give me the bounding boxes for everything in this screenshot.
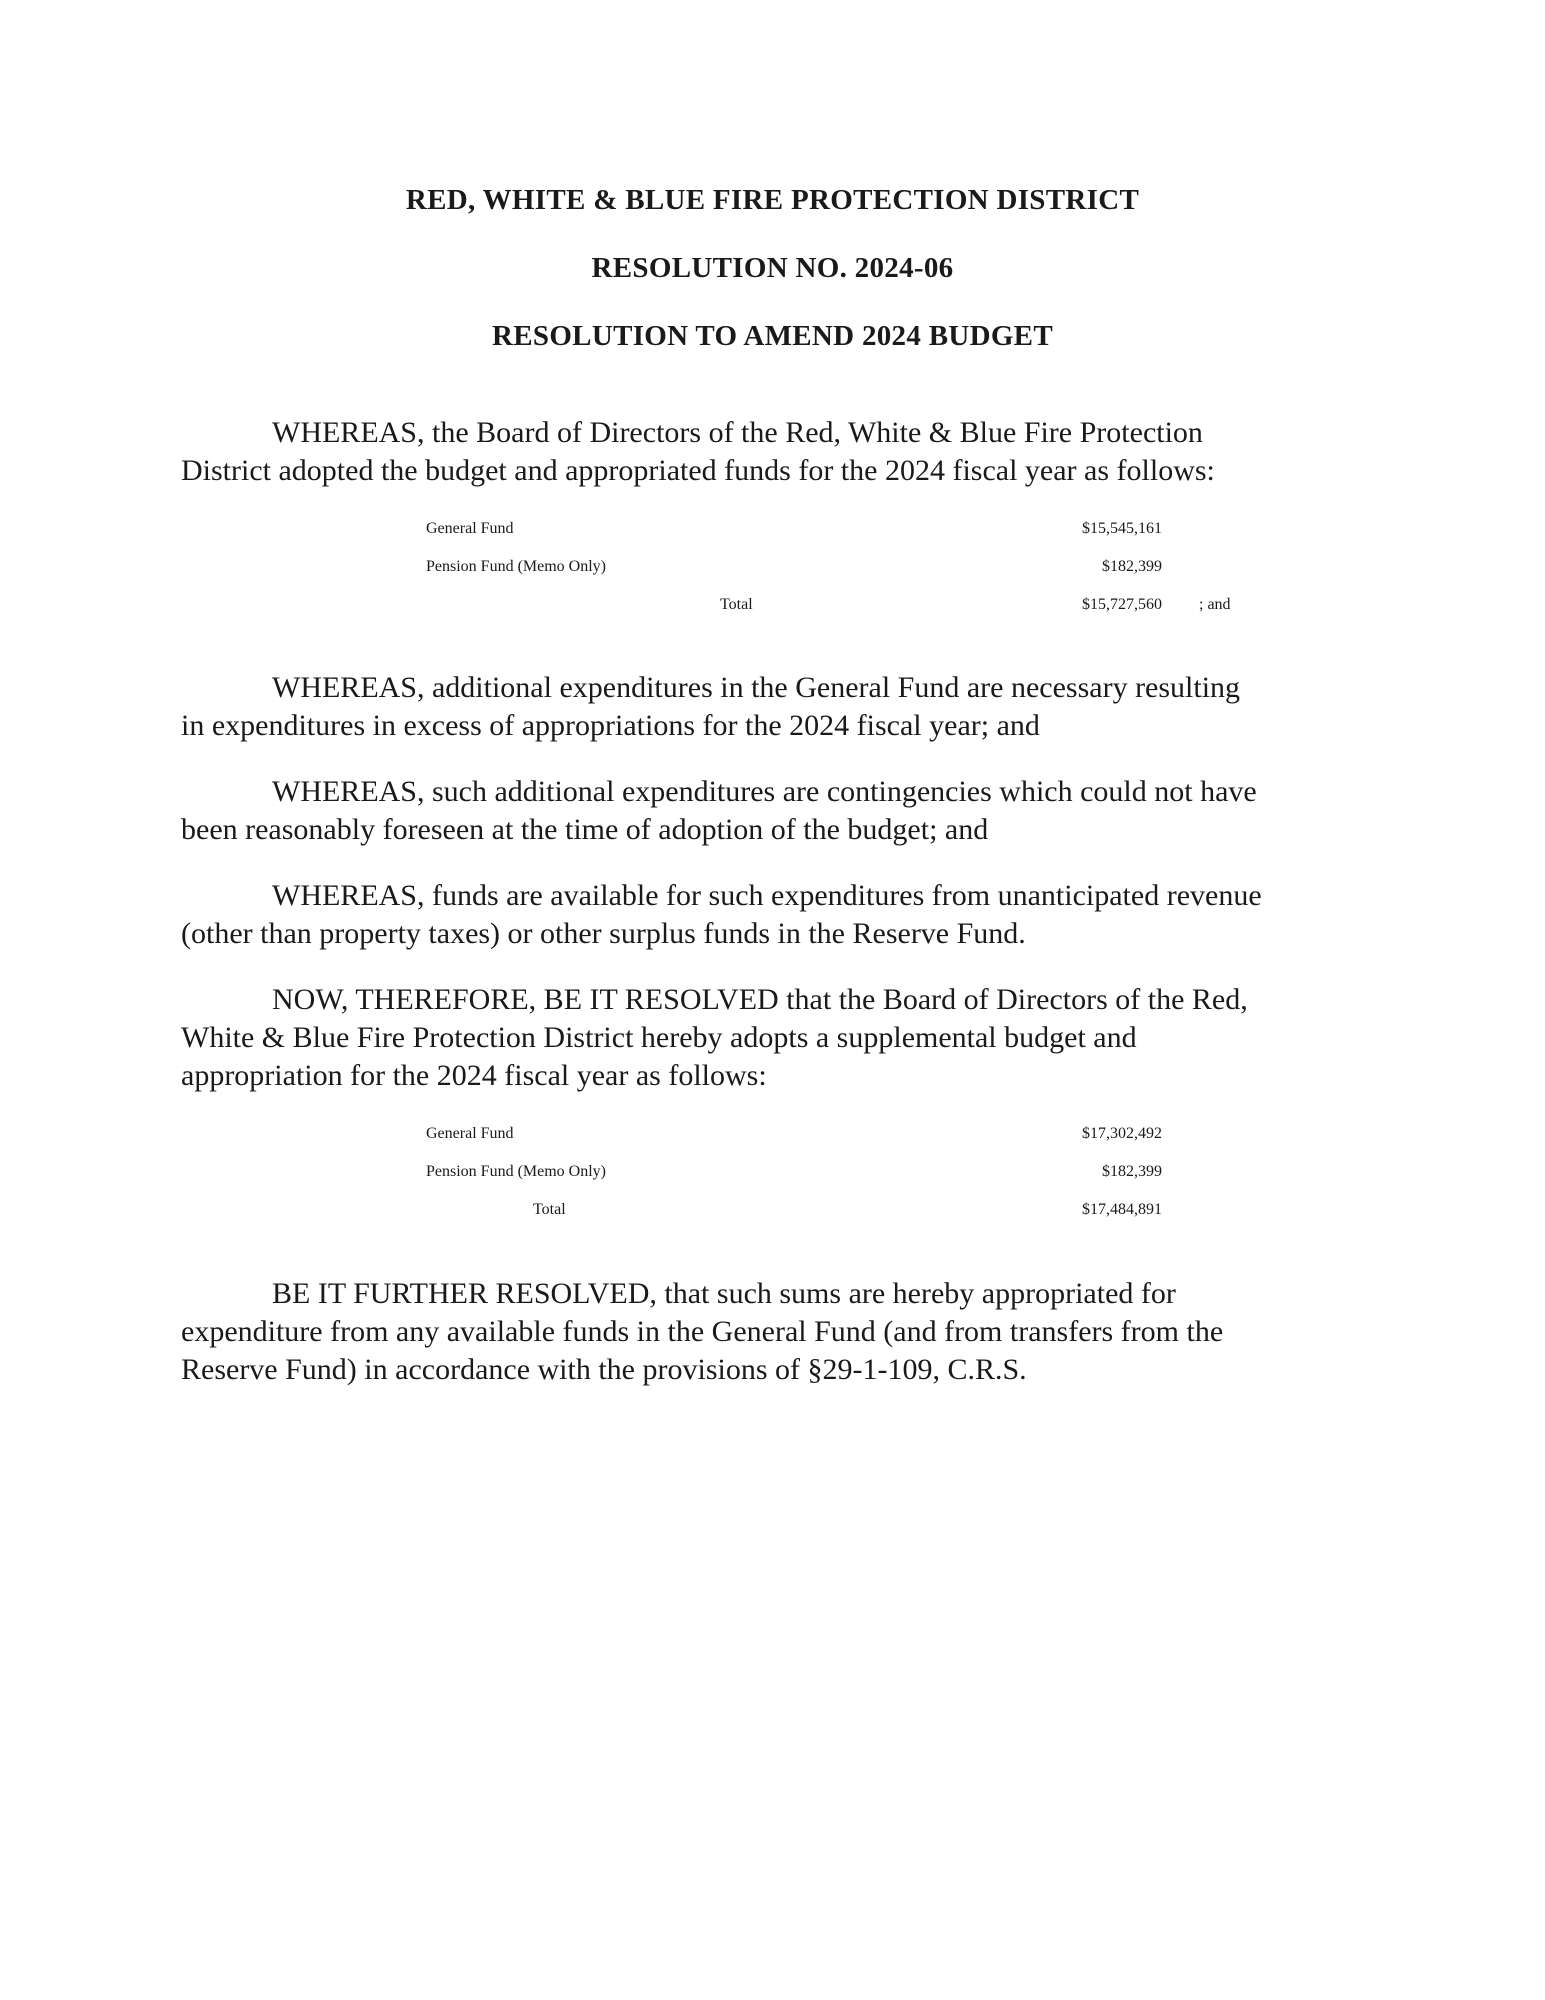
whereas-1-line-2: District adopted the budget and appropriated funds for the 2024 fiscal year as follows: [181, 454, 1215, 487]
whereas-4-line-1: WHEREAS, funds are available for such expenditures from unanticipated revenue [272, 879, 1262, 912]
fund-label: General Fund [426, 520, 514, 537]
resolution-number-heading: RESOLUTION NO. 2024-06 [591, 252, 954, 284]
fund-amount: $17,484,891 [1082, 1201, 1162, 1218]
fund-label: Pension Fund (Memo Only) [426, 558, 606, 575]
resolved-line-2: White & Blue Fire Protection District hereby adopts a supplemental budget and [181, 1021, 1137, 1054]
resolution-title-heading: RESOLUTION TO AMEND 2024 BUDGET [492, 320, 1053, 352]
fund-amount: $182,399 [1102, 558, 1162, 575]
fund-label: General Fund [426, 1125, 514, 1142]
further-resolved-line-3: Reserve Fund) in accordance with the provisions of §29-1-109, C.R.S. [181, 1353, 1027, 1386]
whereas-2-line-2: in expenditures in excess of appropriations for the 2024 fiscal year; and [181, 709, 1040, 742]
whereas-1-line-1: WHEREAS, the Board of Directors of the Red, White & Blue Fire Protection [272, 416, 1203, 449]
resolved-line-1: NOW, THEREFORE, BE IT RESOLVED that the Board of Directors of the Red, [272, 983, 1248, 1016]
whereas-paragraph-3 [181, 773, 1381, 849]
further-resolved-line-1: BE IT FURTHER RESOLVED, that such sums are hereby appropriated for [272, 1277, 1176, 1310]
whereas-paragraph-1 [181, 414, 1381, 490]
fund-amount: $15,727,560 [1082, 596, 1162, 613]
whereas-paragraph-2 [181, 669, 1381, 745]
whereas-4-line-2: (other than property taxes) or other surplus funds in the Reserve Fund. [181, 917, 1026, 950]
resolved-line-3: appropriation for the 2024 fiscal year as follows: [181, 1059, 767, 1092]
fund-amount: $182,399 [1102, 1163, 1162, 1180]
fund-label: Total [533, 1201, 566, 1218]
fund-label: Pension Fund (Memo Only) [426, 1163, 606, 1180]
fund-amount: $15,545,161 [1082, 520, 1162, 537]
fund-label: Total [720, 596, 753, 613]
whereas-2-line-1: WHEREAS, additional expenditures in the General Fund are necessary resulting [272, 671, 1241, 704]
whereas-3-line-1: WHEREAS, such additional expenditures are contingencies which could not have [272, 775, 1257, 808]
further-resolved-paragraph [181, 1275, 1381, 1389]
whereas-3-line-2: been reasonably foreseen at the time of adoption of the budget; and [181, 813, 989, 846]
fund-amount: $17,302,492 [1082, 1125, 1162, 1142]
further-resolved-line-2: expenditure from any available funds in the General Fund (and from transfers from the [181, 1315, 1224, 1348]
resolved-paragraph [181, 981, 1381, 1095]
district-heading: RED, WHITE & BLUE FIRE PROTECTION DISTRICT [405, 184, 1140, 216]
fund-suffix: ; and [1199, 596, 1231, 613]
whereas-paragraph-4 [181, 877, 1381, 953]
